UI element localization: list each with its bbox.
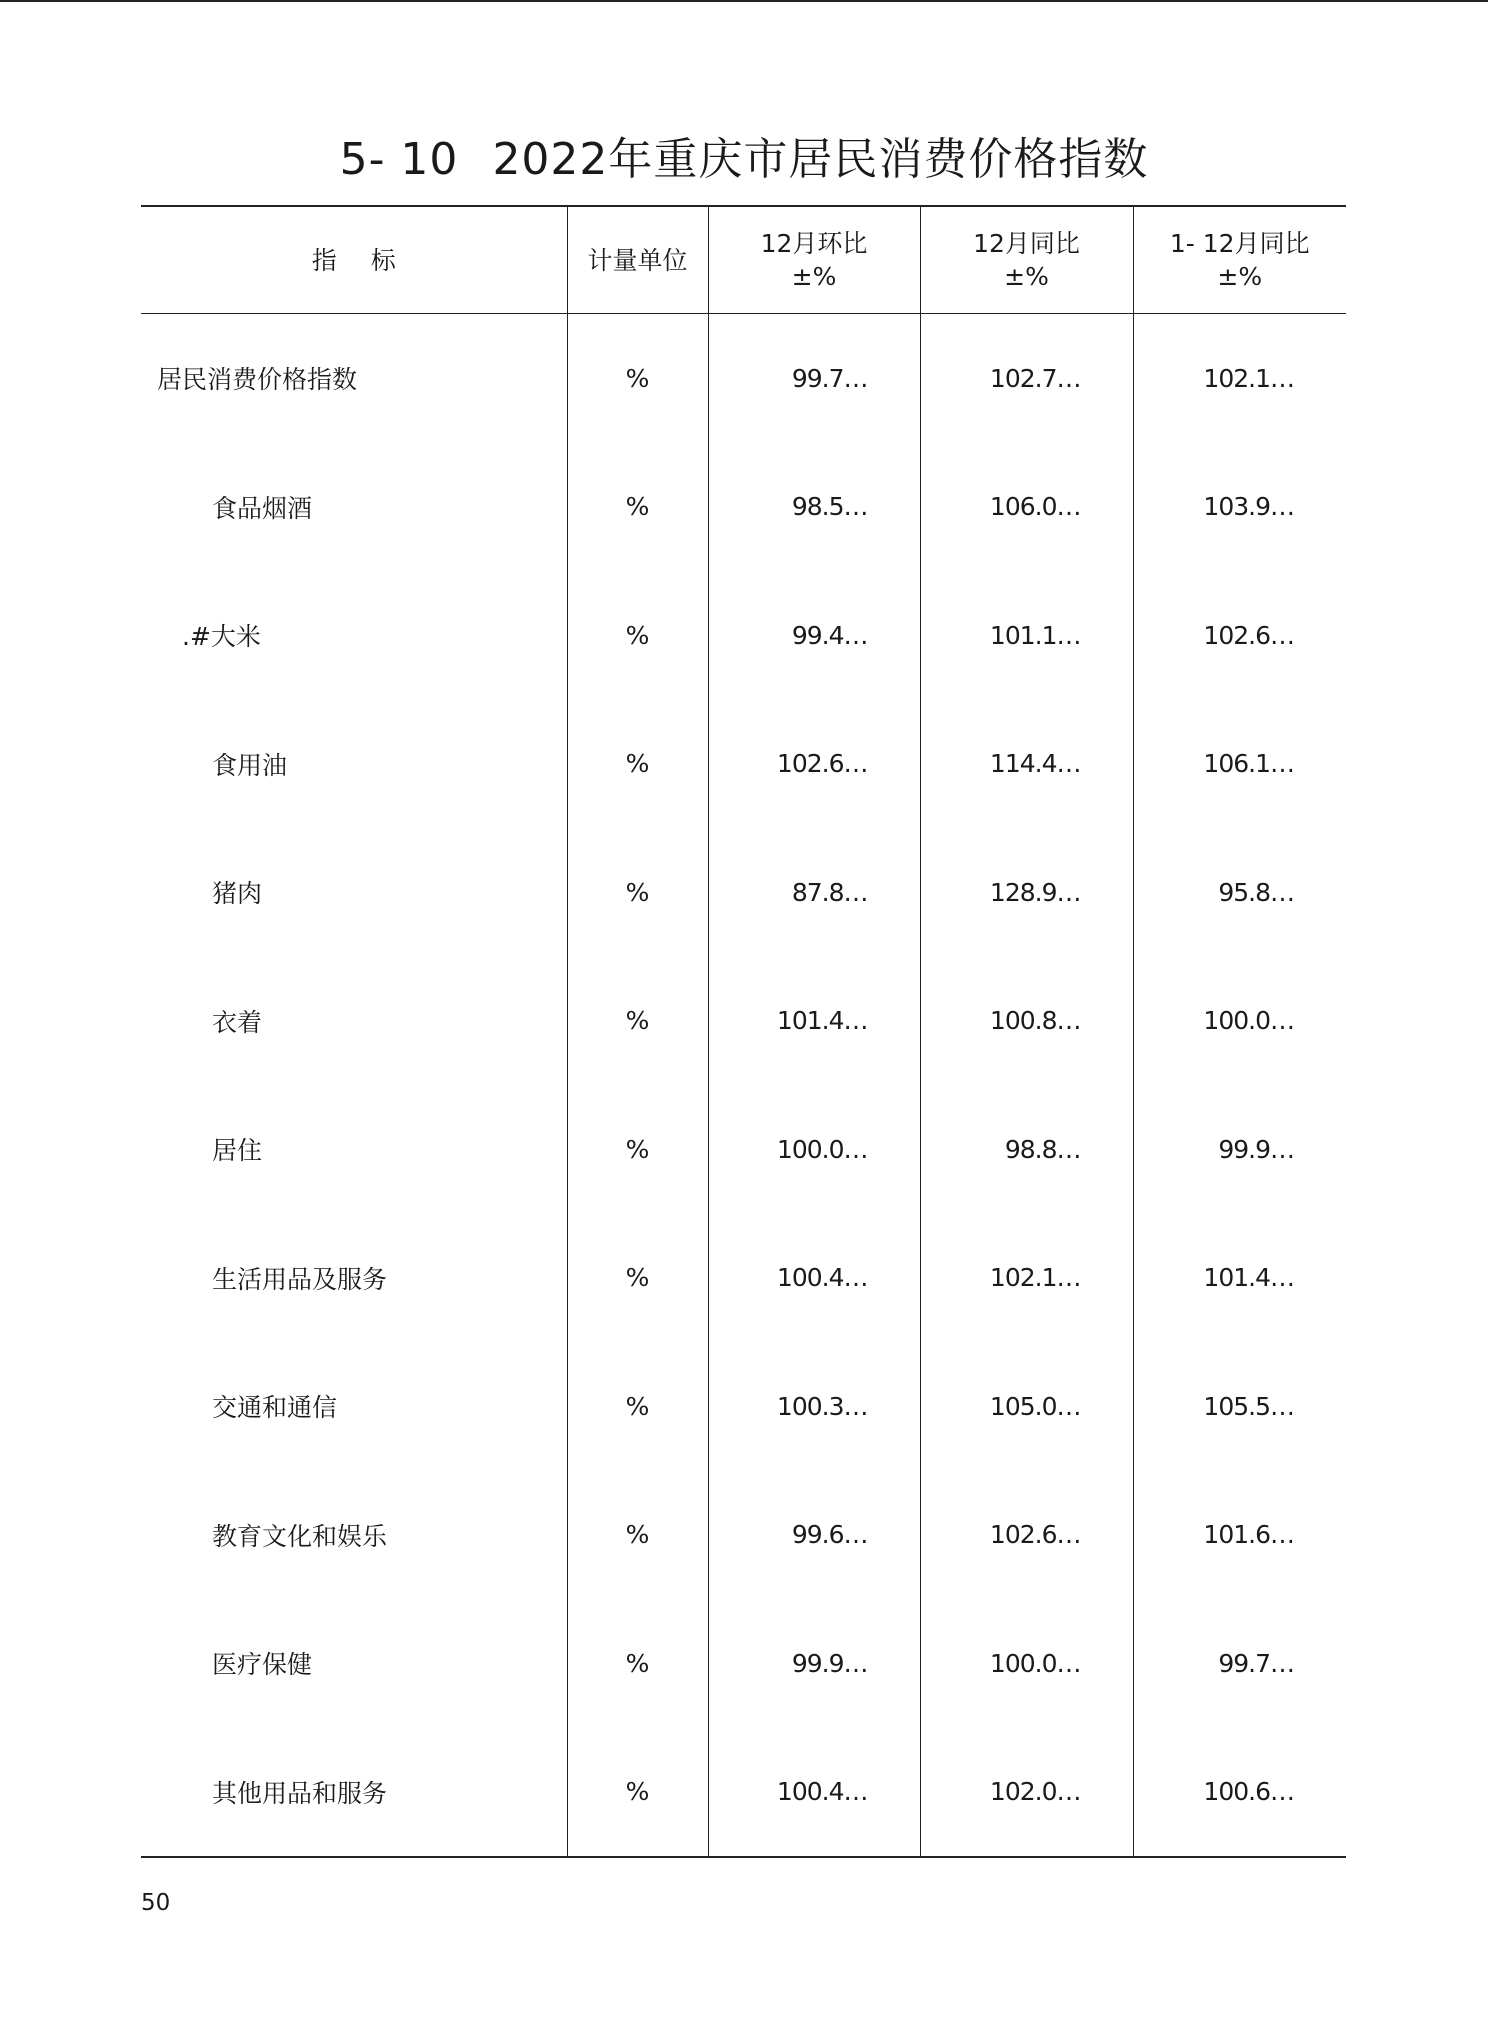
row-unit: %: [567, 828, 708, 957]
table-row: [141, 1599, 1346, 1728]
table-row: [141, 1214, 1346, 1343]
table-row: [141, 1342, 1346, 1471]
row-yoy-jan-dec: 100.0…: [1133, 957, 1346, 1086]
header-indicator-char-2: 标: [370, 245, 396, 275]
row-yoy-jan-dec: 101.6…: [1133, 1471, 1346, 1600]
row-label: 食用油: [212, 750, 288, 780]
table-row: [141, 957, 1346, 1086]
row-label: 居住: [212, 1136, 263, 1166]
table-row: [141, 443, 1346, 572]
row-mom-december: 99.4…: [708, 571, 920, 700]
header-unit: 计量单位: [567, 206, 708, 314]
row-unit: %: [567, 1728, 708, 1858]
header-yoy-december: [920, 206, 1133, 314]
row-mom-december: 102.6…: [708, 700, 920, 829]
row-mom-december: 100.4…: [708, 1728, 920, 1858]
row-yoy-december: 98.8…: [920, 1085, 1133, 1214]
row-mom-december: 99.9…: [708, 1599, 920, 1728]
row-unit: %: [567, 1342, 708, 1471]
table-row: [141, 828, 1346, 957]
row-yoy-december: 102.6…: [920, 1471, 1133, 1600]
page-number: 50: [141, 1890, 171, 1916]
page-title: [0, 128, 1488, 192]
header-yoy-jan-dec-line2: ±%: [1217, 262, 1263, 291]
row-label: .#大米: [182, 622, 261, 652]
row-mom-december: 98.5…: [708, 443, 920, 572]
row-label: 食品烟酒: [212, 493, 313, 523]
row-yoy-december: 101.1…: [920, 571, 1133, 700]
row-label: 衣着: [212, 1007, 263, 1037]
row-yoy-december: 128.9…: [920, 828, 1133, 957]
row-mom-december: 100.3…: [708, 1342, 920, 1471]
table-header-row: [141, 206, 1346, 314]
table-row: [141, 700, 1346, 829]
row-unit: %: [567, 1085, 708, 1214]
row-yoy-jan-dec: 95.8…: [1133, 828, 1346, 957]
table-row: [141, 1471, 1346, 1600]
header-mom-december: [708, 206, 920, 314]
row-yoy-jan-dec: 100.6…: [1133, 1728, 1346, 1858]
row-label: 居民消费价格指数: [157, 365, 358, 395]
row-yoy-december: 114.4…: [920, 700, 1133, 829]
row-mom-december: 101.4…: [708, 957, 920, 1086]
row-yoy-jan-dec: 102.1…: [1133, 314, 1346, 443]
row-unit: %: [567, 1471, 708, 1600]
table-row: [141, 314, 1346, 443]
cpi-table: [141, 205, 1346, 1858]
header-indicator: [141, 206, 567, 314]
row-yoy-december: 105.0…: [920, 1342, 1133, 1471]
row-yoy-december: 100.0…: [920, 1599, 1133, 1728]
row-unit: %: [567, 443, 708, 572]
row-mom-december: 100.0…: [708, 1085, 920, 1214]
header-mom-december-line1: 12月环比: [760, 229, 868, 258]
row-yoy-december: 102.0…: [920, 1728, 1133, 1858]
header-mom-december-line2: ±%: [791, 262, 837, 291]
row-yoy-december: 102.7…: [920, 314, 1133, 443]
table-row: [141, 571, 1346, 700]
table-number: 5- 10: [339, 134, 459, 185]
row-yoy-jan-dec: 101.4…: [1133, 1214, 1346, 1343]
row-unit: %: [567, 314, 708, 443]
row-mom-december: 100.4…: [708, 1214, 920, 1343]
row-unit: %: [567, 571, 708, 700]
row-yoy-jan-dec: 106.1…: [1133, 700, 1346, 829]
row-unit: %: [567, 1214, 708, 1343]
row-label: 生活用品及服务: [212, 1264, 388, 1294]
row-label: 其他用品和服务: [212, 1778, 388, 1808]
row-unit: %: [567, 1599, 708, 1728]
row-yoy-december: 100.8…: [920, 957, 1133, 1086]
row-label: 交通和通信: [212, 1393, 338, 1423]
header-yoy-jan-dec-line1: 1- 12月同比: [1169, 229, 1310, 258]
row-yoy-jan-dec: 103.9…: [1133, 443, 1346, 572]
row-unit: %: [567, 700, 708, 829]
row-mom-december: 99.7…: [708, 314, 920, 443]
row-label: 医疗保健: [212, 1650, 313, 1680]
row-mom-december: 99.6…: [708, 1471, 920, 1600]
row-label: 教育文化和娱乐: [212, 1521, 388, 1551]
row-yoy-december: 106.0…: [920, 443, 1133, 572]
row-yoy-jan-dec: 99.7…: [1133, 1599, 1346, 1728]
row-unit: %: [567, 957, 708, 1086]
header-indicator-char-1: 指: [311, 245, 337, 275]
row-mom-december: 87.8…: [708, 828, 920, 957]
header-yoy-jan-dec: [1133, 206, 1346, 314]
table-row: [141, 1728, 1346, 1858]
header-yoy-december-line1: 12月同比: [973, 229, 1080, 258]
table-row: [141, 1085, 1346, 1214]
page-top-rule: [0, 0, 1488, 2]
header-yoy-december-line2: ±%: [1004, 262, 1049, 291]
row-label: 猪肉: [212, 879, 263, 909]
row-yoy-jan-dec: 99.9…: [1133, 1085, 1346, 1214]
row-yoy-december: 102.1…: [920, 1214, 1133, 1343]
row-yoy-jan-dec: 102.6…: [1133, 571, 1346, 700]
table-title-text: 2022年重庆市居民消费价格指数: [492, 134, 1149, 185]
row-yoy-jan-dec: 105.5…: [1133, 1342, 1346, 1471]
